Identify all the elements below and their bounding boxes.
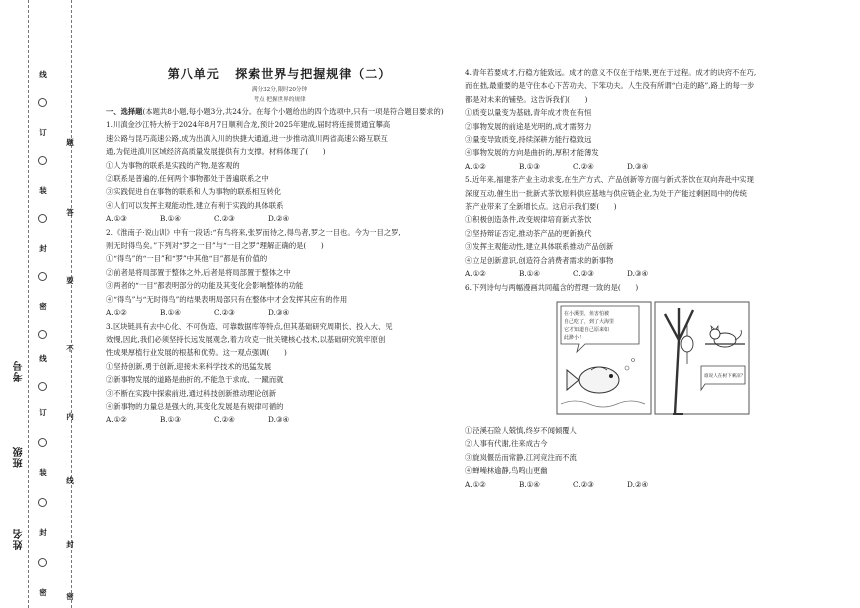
question-stem-line: 而在拙,最重要的是守住本心下苦功夫、下笨功夫。人生没有所谓“白走的路”,路上的每一步: [465, 81, 755, 91]
question-stem-line: 效慢,因此,我们必须坚持长远发展观念,着力攻克一批关键核心技术,以基础研究筑牢原创: [106, 334, 386, 344]
question-option: ②人事有代谢,往来成古今: [465, 439, 548, 449]
question-stem-line: 则无时得鸟矣。”下列对“罗之一目”与“一目之罗”理解正确的是( ): [106, 241, 324, 251]
answer-b: B.①③: [519, 161, 540, 171]
answer-b: B.①④: [160, 308, 181, 318]
answer-a: A.①③: [106, 214, 127, 224]
question-option: ①质变以量变为基础,青年成才贵在有恒: [465, 108, 592, 118]
seal-char: 线: [39, 70, 47, 79]
question-option: ①泾溪石险人兢慎,终岁不闻倾覆人: [465, 425, 577, 435]
seal-char: 线: [39, 354, 47, 363]
question-option: ④事物发展的方向是曲折的,厚积才能薄发: [465, 148, 599, 158]
question-option: ③两者的“一目”都表明部分的功能及其变化会影响整体的功能: [106, 281, 304, 291]
answer-c: C.②③: [573, 479, 594, 489]
question-3: [106, 320, 453, 427]
question-option: ②前者是将局部置于整体之外,后者是将局部置于整体之中: [106, 267, 291, 277]
question-option: ①积极创造条件,改变规律培育新式茶饮: [465, 215, 592, 225]
answer-b: B.①④: [519, 479, 540, 489]
question-option: ①坚持创新,勇于创新,迎接未来科学技术的迅猛发展: [106, 361, 272, 371]
question-stem-line: 4.青年若要成才,行稳方能致远。成才的意义不仅在于结果,更在于过程。成才的诀窍不在巧,: [465, 68, 757, 77]
question-option: ③旋岚偃岳而常静,江河竞注而不流: [465, 452, 577, 462]
section-title: 一、选择题: [106, 107, 143, 116]
bubble-text-right: 谁说人在树下乘凉？: [704, 373, 746, 379]
question-stem-line: 深度互动,催生出一批新式茶饮原料供应基地与供应链企业,为处于产能过剩困局中的传统: [465, 188, 747, 198]
answer-b: B.①③: [160, 415, 181, 425]
question-stem-line: 茶产业带来了全新增长点。这启示我们要( ): [465, 202, 617, 212]
answer-a: A.①②: [106, 308, 127, 318]
unit-title: [106, 66, 453, 82]
seal-char: 不: [66, 344, 74, 353]
binding-hole: [38, 272, 47, 281]
question-option: ③不断在实践中探索前进,通过科技创新推动理论创新: [106, 388, 277, 398]
class-label: 班级: [14, 446, 25, 468]
answer-d: D.③④: [627, 161, 648, 171]
seal-char: 内: [66, 412, 74, 421]
question-option: ②事物发展的前途是光明的,成才需努力: [465, 121, 592, 131]
name-label: 姓名: [14, 528, 25, 550]
answer-c: C.②④: [573, 161, 594, 171]
answer-choices: [465, 478, 813, 491]
answer-d: D.③④: [268, 308, 289, 318]
seal-char: 密: [66, 592, 74, 601]
question-option: ②坚持辩证否定,推动茶产品的更新换代: [465, 228, 592, 238]
question-option: ①“得鸟”的“一目”和“罗”中其他“目”都是有价值的: [106, 254, 268, 264]
answer-choices: [106, 212, 453, 225]
answer-d: D.③④: [268, 415, 289, 425]
answer-c: C.②③: [214, 308, 235, 318]
binding-margin: [0, 0, 75, 608]
binding-hole: [38, 156, 47, 165]
answer-choices: [465, 160, 813, 173]
question-stem-line: 3.区块链具有去中心化、不可伪造、可靠数据库等特点,但其基础研究周期长、投入大、见: [106, 321, 393, 331]
seal-char: 答: [66, 208, 74, 217]
cartoon-figure: [465, 300, 813, 422]
answer-a: A.①②: [465, 161, 486, 171]
question-stem-line: 性成果厚植行业发展的根基和优势。这一观点强调( ): [106, 348, 287, 358]
outer-cut-line: [28, 0, 29, 608]
answer-choices: [465, 267, 813, 280]
question-option: ③发挥主观能动性,建立具体联系推动产品创新: [465, 242, 614, 252]
seal-char: 题: [66, 138, 74, 147]
binding-hole: [38, 438, 47, 447]
answer-c: C.②④: [214, 415, 235, 425]
outer-seal-column: [35, 0, 51, 608]
seal-char: 密: [39, 588, 47, 597]
question-1: [106, 118, 453, 225]
seal-char: 装: [39, 186, 47, 195]
unit-number: 第八单元: [167, 67, 220, 81]
question-stem-line: 2.《淮南子·说山训》中有一段话:“有鸟将来,张罗而待之,得鸟者,罗之一目也。今为一目之罗,: [106, 227, 401, 237]
question-option: ④人们可以发挥主观能动性,建立有利于实践的具体联系: [106, 200, 284, 210]
inner-seal-column: [62, 0, 78, 608]
answer-choices: [106, 306, 453, 319]
question-option: ④立足创新意识,创造符合消费者需求的新事物: [465, 255, 614, 265]
seal-char: 封: [66, 540, 74, 549]
exam-number-label: 考号: [14, 360, 25, 382]
cartoon-panel-right: [655, 302, 749, 414]
binding-hole: [38, 214, 47, 223]
answer-choices: [106, 413, 453, 426]
seal-char: 订: [39, 408, 47, 417]
answer-a: A.①②: [465, 269, 486, 279]
seal-char: 封: [39, 244, 47, 253]
answer-d: D.②④: [268, 214, 289, 224]
question-stem-line: 1.川滇金沙江特大桥于2024年8月7日顺利合龙,预计2025年建成,届时将连接贯通宜攀高: [106, 120, 391, 130]
answer-c: C.②③: [214, 214, 235, 224]
question-stem-line: 5.近年来,福建茶产业主动求变,在生产方式、产品创新等方面与新式茶饮在双向奔赴中实现: [465, 175, 754, 185]
binding-hole: [38, 498, 47, 507]
seal-char: 订: [39, 128, 47, 137]
question-stem-line: 通,为促进滇川区域经济高质量发展提供有力支撑。材料体现了( ): [106, 147, 326, 157]
answer-a: A.①②: [465, 479, 486, 489]
seal-char: 封: [39, 528, 47, 537]
cartoon-illustration: [555, 300, 751, 418]
question-option: ④“得鸟”与“无时得鸟”的结果表明局部只有在整体中才会发挥其应有的作用: [106, 294, 348, 304]
binding-hole: [38, 558, 47, 567]
binding-hole: [38, 98, 47, 107]
seal-char: 要: [66, 276, 74, 285]
binding-hole: [38, 330, 47, 339]
seal-char: 密: [39, 302, 47, 311]
seal-char: 线: [66, 476, 74, 485]
question-6: [465, 281, 813, 491]
unit-name: 探索世界与把握规律（二）: [235, 67, 392, 81]
question-4: [465, 66, 813, 173]
bubble-text-left: 在小溪里，鱼害怕被 自己吃了，到了大海里 它才知道自己原来如 此渺小！: [564, 310, 615, 341]
question-option: ③量变导致质变,持续深耕方能行稳致远: [465, 135, 592, 145]
question-stem-line: 6.下列诗句与两幅漫画共同蕴含的哲理一致的是( ): [465, 282, 639, 292]
section-heading: [106, 105, 453, 118]
topic-label: 考点 把握世界的规律: [253, 97, 306, 103]
binding-hole: [38, 382, 47, 391]
question-stem-line: 都是对未来的铺垫。这告诉我们( ): [465, 94, 588, 104]
question-option: ①人为事物的联系是实践的产物,是客观的: [106, 160, 240, 170]
answer-b: B.①④: [160, 214, 181, 224]
question-option: ④蝉噪林逾静,鸟鸣山更幽: [465, 466, 548, 476]
question-2: [106, 226, 453, 320]
question-option: ③实践促进自在事物的联系和人为事物的联系相互转化: [106, 187, 282, 197]
answer-c: C.②③: [573, 269, 594, 279]
left-column: [106, 66, 453, 427]
answer-a: A.①②: [106, 415, 127, 425]
answer-d: D.②④: [627, 479, 648, 489]
right-column: [465, 66, 813, 491]
question-stem-line: 速公路与昆巧高速公路,成为出滇入川的快捷大通道,进一步推动滇川两省高速公路互联互: [106, 133, 388, 143]
question-5: [465, 173, 813, 280]
exam-meta: 满分32分,限时20分钟: [251, 87, 308, 93]
question-option: ④新事物的力量总是强大的,其变化发展是有规律可循的: [106, 401, 284, 411]
answer-d: D.③④: [627, 269, 648, 279]
question-option: ②联系是普遍的,任何两个事物都处于普遍联系之中: [106, 174, 269, 184]
question-option: ②新事物发展的道路是曲折的,不能急于求成、一蹴而就: [106, 375, 284, 385]
seal-char: 装: [39, 468, 47, 477]
answer-b: B.①④: [519, 269, 540, 279]
section-desc: (本题共8小题,每小题3分,共24分。在每个小题给出的四个选项中,只有一项是符合题目要求的): [142, 107, 444, 116]
